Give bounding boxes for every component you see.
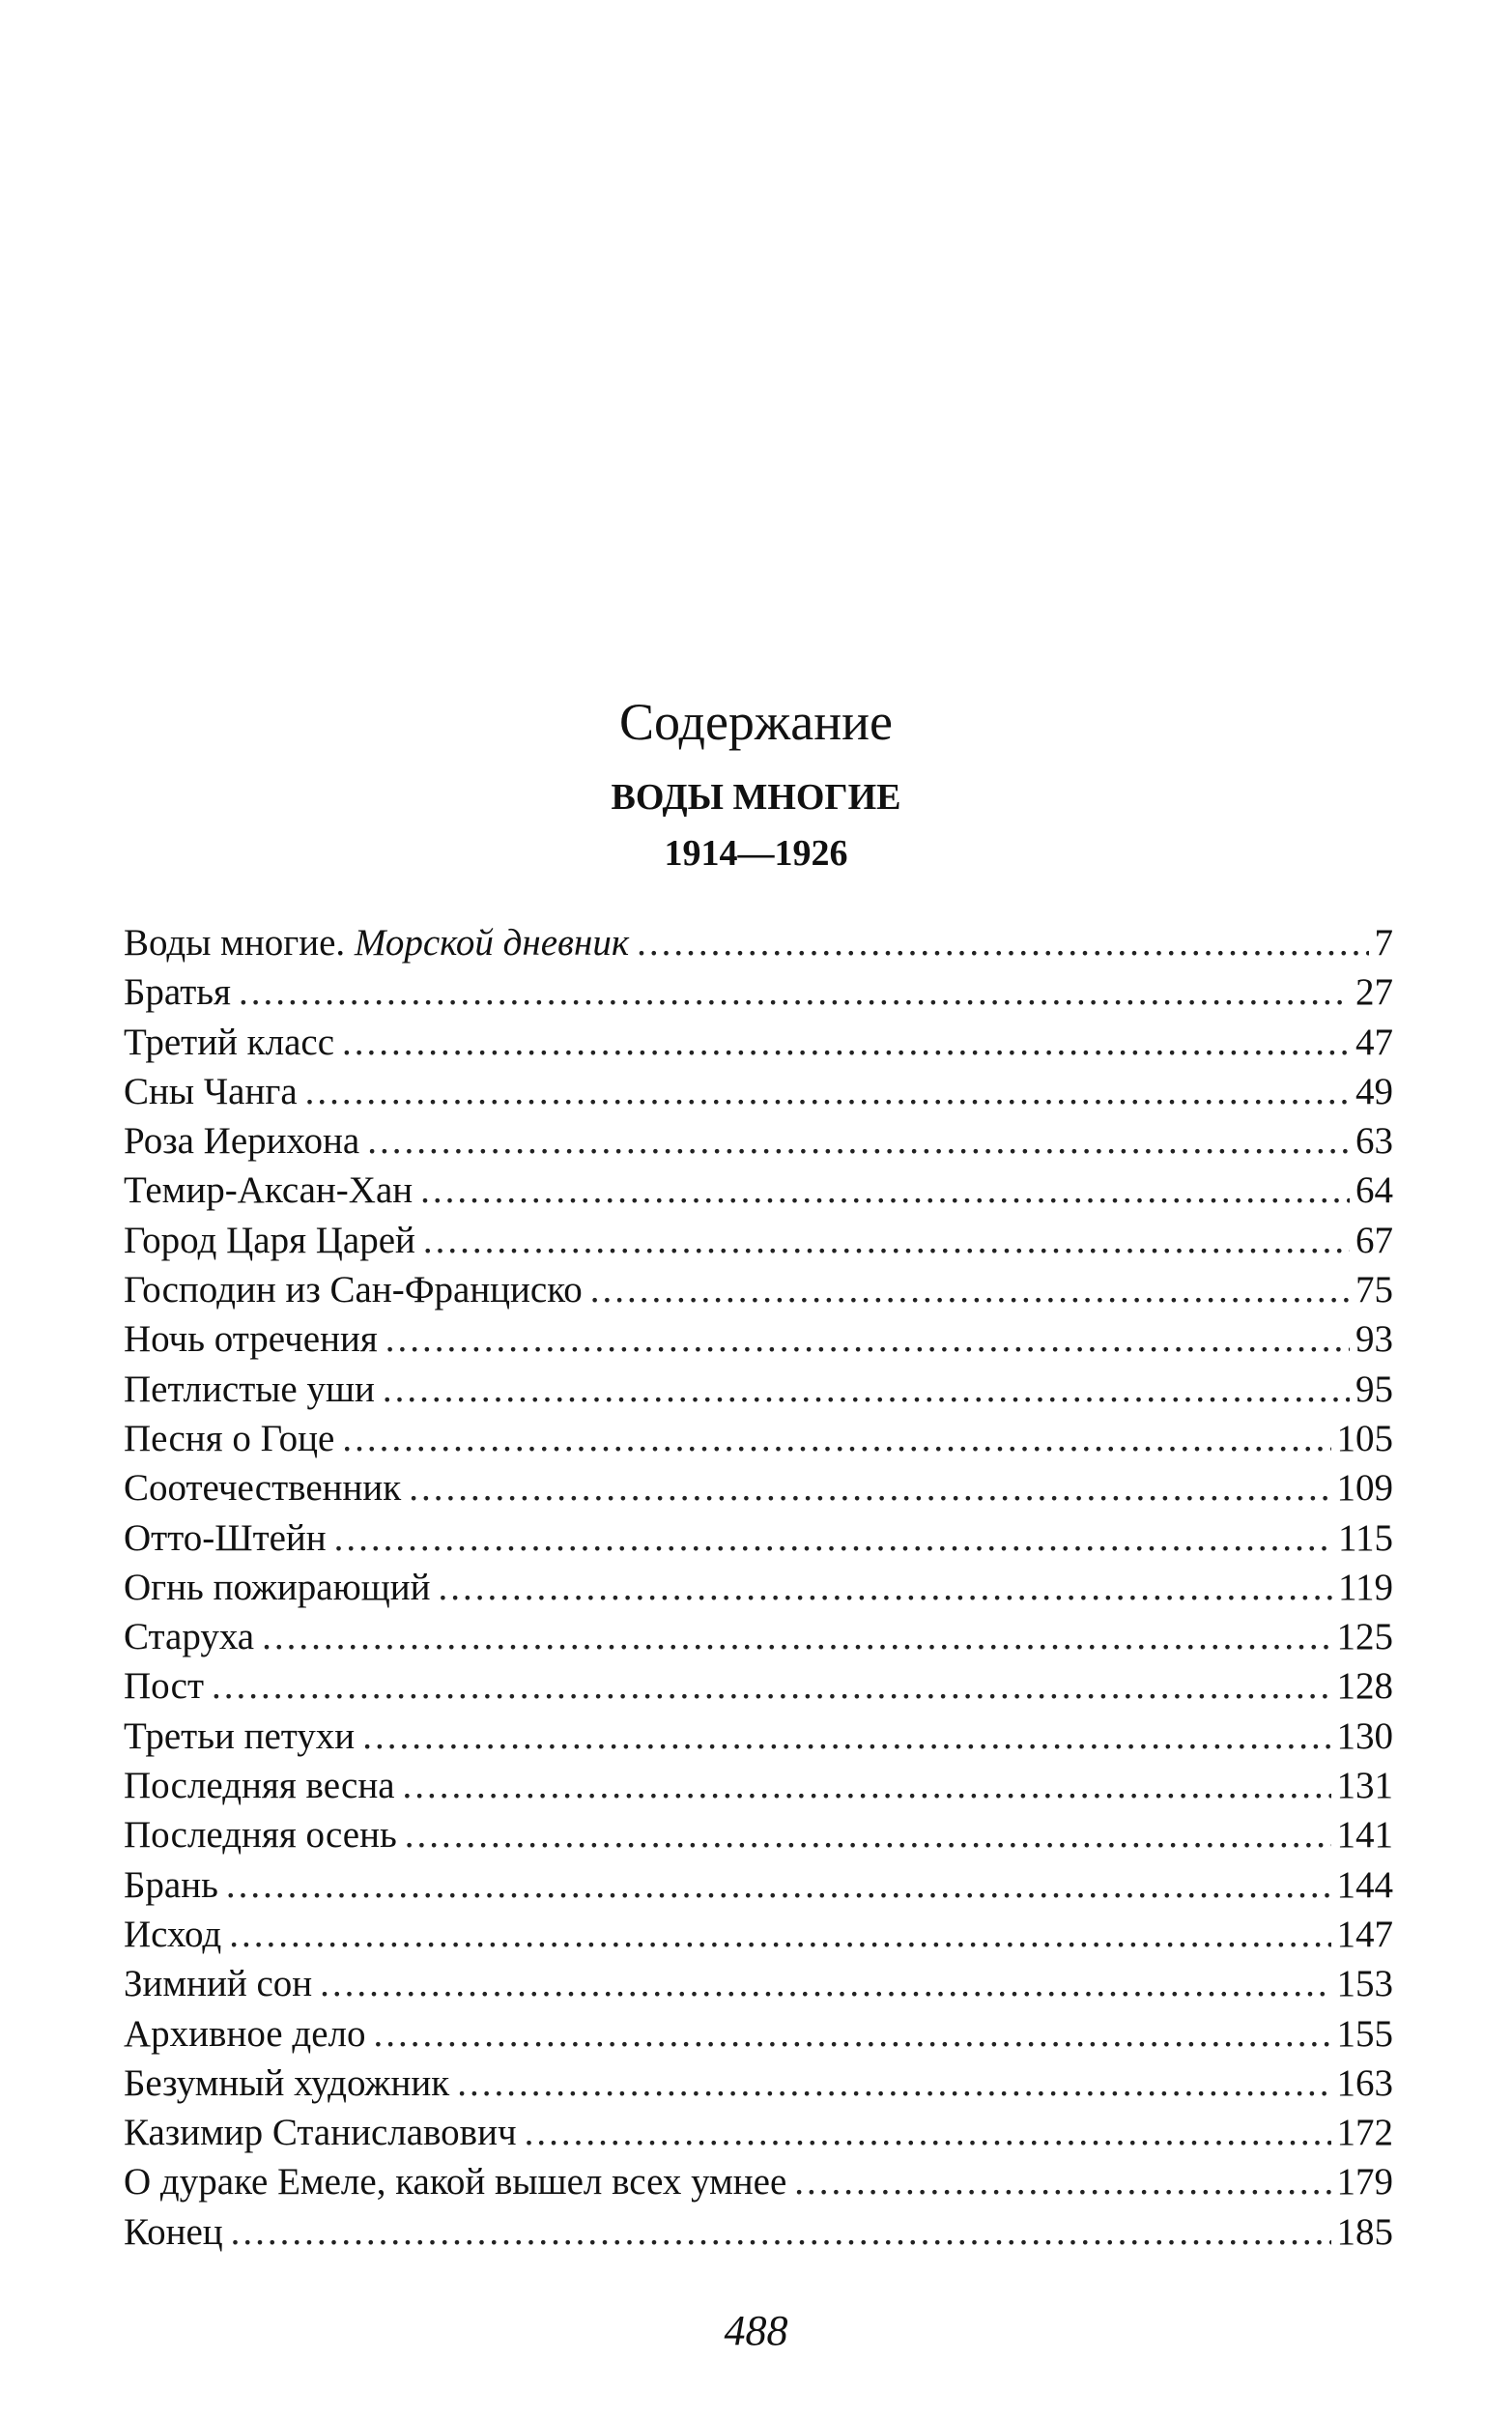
toc-entry-title: Конец [124,2210,223,2253]
toc-entry-title: Петлистые уши [124,1368,375,1410]
dot-leader [262,1612,1330,1661]
toc-entry-page: 128 [1336,1665,1393,1708]
toc-entry-title: Братья [124,971,231,1014]
toc-entry-title: Брань [124,1863,218,1906]
toc-entry-title: Последняя весна [124,1765,395,1807]
toc-entry-title: Воды многие. [124,922,346,964]
toc-entry-page: 49 [1355,1070,1393,1112]
toc-entry-page: 172 [1336,2112,1393,2154]
toc-entry-title: Исход [124,1913,222,1955]
dot-leader [367,1116,1350,1166]
toc-entry-page: 64 [1355,1169,1393,1212]
toc-entry-page: 147 [1336,1913,1393,1955]
toc-entry-title: Третьи петухи [124,1714,356,1757]
toc-entry-page: 95 [1355,1368,1393,1410]
dot-leader [239,967,1350,1017]
dot-leader [409,1463,1330,1512]
toc-entry-title: Роза Иерихона [124,1120,360,1163]
dot-leader [385,1314,1350,1364]
section-title: ВОДЫ МНОГИЕ [611,777,901,818]
toc-entry [124,1216,1393,1265]
toc-entry [124,1265,1393,1314]
toc-entry [124,967,1393,1017]
dot-leader [226,1860,1331,1910]
dot-leader [305,1067,1350,1116]
page-number: 488 [724,2307,788,2354]
toc-entry [124,1067,1393,1116]
toc-entry [124,1166,1393,1215]
dot-leader [229,1910,1330,1959]
toc-entry-page: 155 [1336,2012,1393,2055]
toc-entry-title: Казимир Станиславович [124,2112,517,2154]
toc-entry [124,1661,1393,1711]
toc-entry-page: 109 [1336,1467,1393,1510]
toc-entry-title: Город Царя Царей [124,1219,415,1261]
toc-entry [124,1414,1393,1463]
toc-entry [124,1810,1393,1859]
toc-entry-page: 179 [1336,2161,1393,2204]
toc-entry-page: 125 [1336,1616,1393,1658]
toc-entry [124,1712,1393,1761]
toc-entry [124,918,1393,967]
dot-leader [373,2009,1330,2059]
toc-entry [124,1910,1393,1959]
toc-entry-title: Безумный художник [124,2061,450,2104]
toc-entry-title: Сны Чанга [124,1070,298,1112]
toc-entry [124,1860,1393,1910]
toc-entry-title: Старуха [124,1616,255,1658]
dot-leader [403,1761,1331,1810]
dot-leader [334,1513,1332,1563]
toc-entry [124,1959,1393,2008]
dot-leader [405,1810,1331,1859]
toc-entry-page: 163 [1336,2061,1393,2104]
toc-entry [124,1612,1393,1661]
toc-entry [124,2207,1393,2257]
toc-entry [124,1116,1393,1166]
toc-entry-page: 47 [1355,1021,1393,1063]
toc-entry [124,2108,1393,2157]
dot-leader [457,2059,1330,2108]
toc-entry-title: Огнь пожирающий [124,1566,431,1608]
dot-leader [342,1018,1350,1067]
toc-entry [124,1761,1393,1810]
toc-entry [124,2009,1393,2059]
toc-entry-page: 144 [1336,1863,1393,1906]
toc-entry-title: Последняя осень [124,1814,397,1857]
toc-entry [124,1513,1393,1563]
dot-leader [420,1166,1350,1215]
toc-entry [124,1314,1393,1364]
toc-entry-page: 130 [1336,1714,1393,1757]
toc-entry [124,1463,1393,1512]
toc-entry-title: Соотечественник [124,1467,402,1510]
dot-leader [342,1414,1330,1463]
dot-leader [637,918,1368,967]
toc-entry-page: 63 [1355,1120,1393,1163]
toc-entry-title: Пост [124,1665,204,1708]
toc-entry-page: 93 [1355,1318,1393,1361]
dot-leader [439,1563,1332,1612]
toc-entry-page: 153 [1336,1963,1393,2005]
toc-entry [124,1563,1393,1612]
dot-leader [383,1365,1350,1414]
toc-entry [124,2059,1393,2108]
toc-entry-subtitle: Морской дневник [354,922,630,964]
toc-entry-page: 115 [1337,1516,1393,1559]
toc-entry-page: 141 [1336,1814,1393,1857]
dot-leader [320,1959,1330,2008]
toc-entry-page: 27 [1355,971,1393,1014]
toc-entry-title: Темир-Аксан-Хан [124,1169,414,1212]
section-years: 1914—1926 [664,833,848,874]
dot-leader [212,1661,1331,1711]
table-of-contents [124,918,1393,2257]
dot-leader [525,2108,1331,2157]
toc-entry-page: 131 [1336,1765,1393,1807]
toc-entry-title: Третий класс [124,1021,335,1063]
toc-entry-page: 67 [1355,1219,1393,1261]
toc-entry-page: 119 [1337,1566,1393,1608]
toc-entry-title: Песня о Гоце [124,1417,335,1459]
dot-leader [231,2207,1331,2257]
toc-entry-title: Архивное дело [124,2012,366,2055]
toc-entry-title: Зимний сон [124,1963,313,2005]
dot-leader [423,1216,1350,1265]
toc-entry [124,1018,1393,1067]
toc-entry-page: 75 [1355,1269,1393,1311]
toc-entry-title: Отто-Штейн [124,1516,327,1559]
dot-leader [362,1712,1330,1761]
dot-leader [590,1265,1350,1314]
toc-entry-title: Господин из Сан-Франциско [124,1269,583,1311]
toc-entry-title: Ночь отречения [124,1318,378,1361]
toc-entry [124,1365,1393,1414]
page-title: Содержание [619,693,893,752]
dot-leader [794,2157,1330,2206]
toc-entry [124,2157,1393,2206]
toc-entry-page: 105 [1336,1417,1393,1459]
toc-entry-title: О дураке Емеле, какой вышел всех умнее [124,2161,787,2204]
toc-entry-page: 185 [1336,2210,1393,2253]
toc-entry-page: 7 [1374,922,1393,964]
